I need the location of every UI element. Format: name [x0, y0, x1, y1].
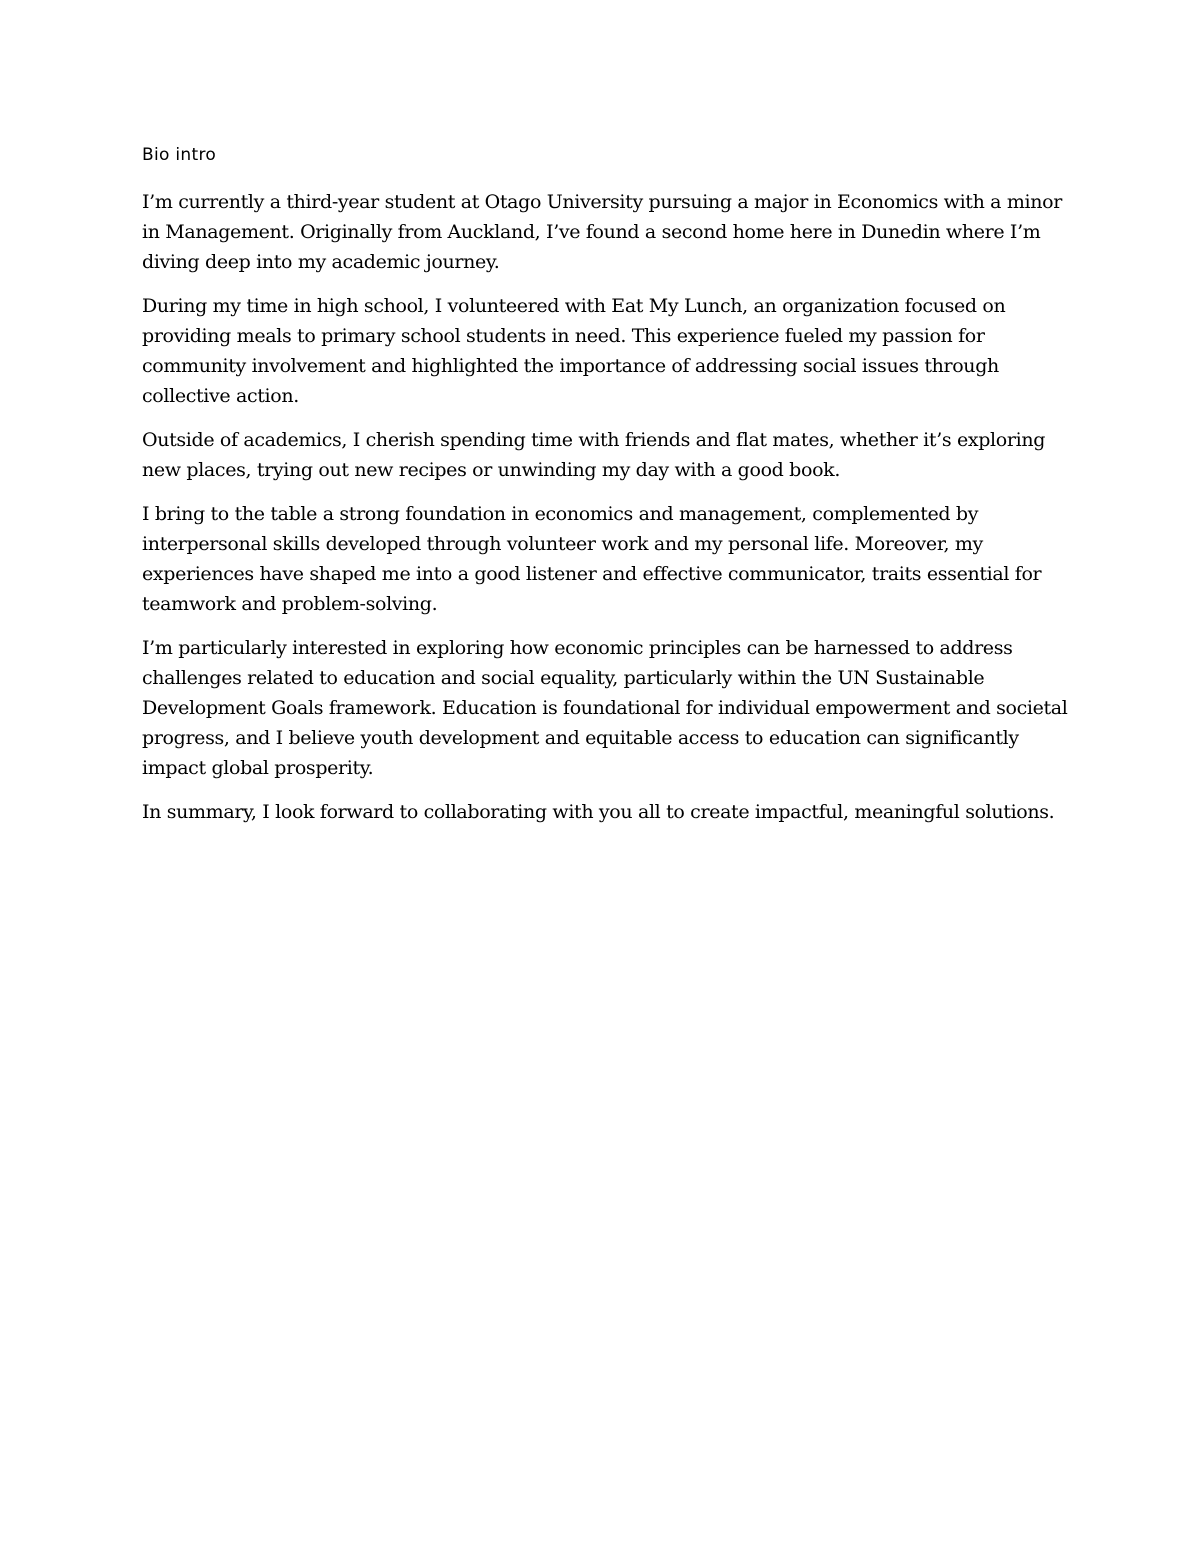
paragraph-volunteering: During my time in high school, I volunteered with Eat My Lunch, an organization focused on providing meals to primary school students in need. This experience fueled my passion for community involvement and highlighted the importance of addressing social issues through collective action.	[142, 295, 1006, 407]
paragraph-intro: I’m currently a third-year student at Otago University pursuing a major in Economics with a minor in Management. Originally from Auckland, I’ve found a second home here in Dunedin where I’m diving deep into my academic journey.	[142, 191, 1062, 273]
paragraph-summary: In summary, I look forward to collaborating with you all to create impactful, meaningful solutions.	[142, 801, 1055, 823]
paragraph-interests: I’m particularly interested in exploring how economic principles can be harnessed to address challenges related to education and social equality, particularly within the UN Sustainable Development Goals framework. Education is foundational for individual empowerment and societal progress, and I believe youth development and equitable access to education can significantly impact global prosperity.	[142, 637, 1068, 779]
document-heading: Bio intro	[142, 145, 217, 165]
paragraph-skills: I bring to the table a strong foundation in economics and management, complemented by interpersonal skills developed through volunteer work and my personal life. Moreover, my experiences have shaped me into a good listener and effective communicator, traits essential for teamwork and problem-solving.	[142, 503, 1042, 615]
paragraph-personal-life: Outside of academics, I cherish spending time with friends and flat mates, whether it’s exploring new places, trying out new recipes or unwinding my day with a good book.	[142, 429, 1046, 481]
document-body	[142, 143, 1072, 841]
